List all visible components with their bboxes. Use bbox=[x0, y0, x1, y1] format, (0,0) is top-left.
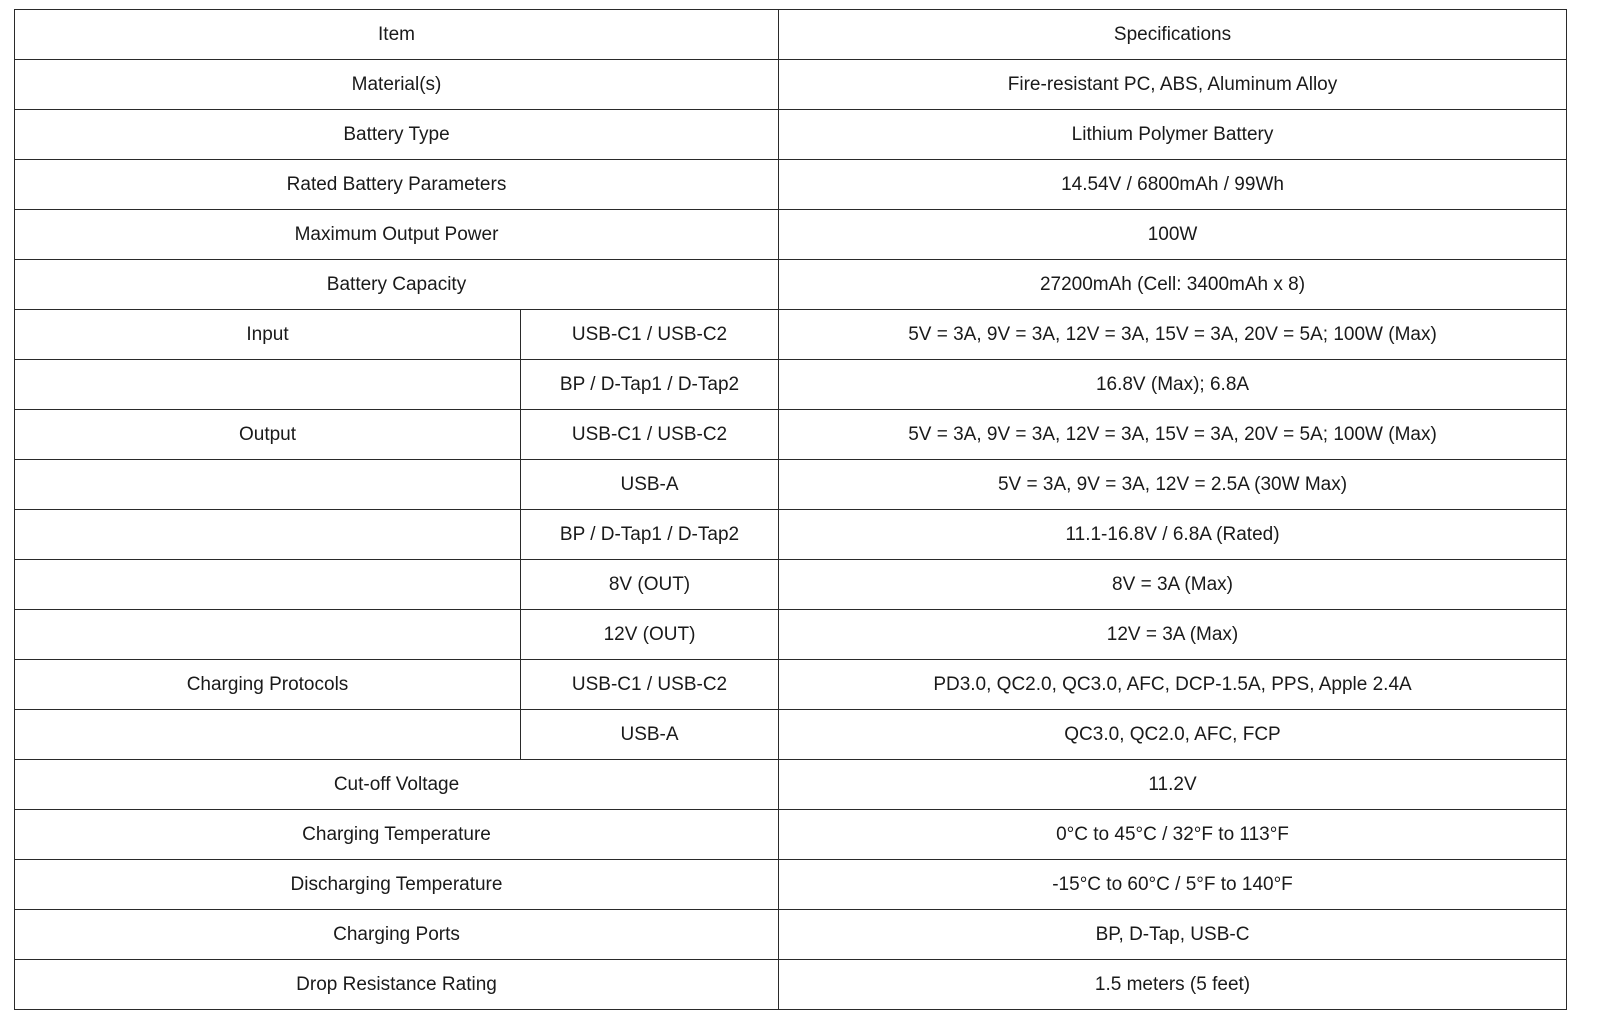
spec-cell: 11.2V bbox=[779, 760, 1567, 810]
table-row bbox=[15, 860, 1567, 910]
port-cell: USB-A bbox=[521, 710, 779, 760]
spec-cell: 14.54V / 6800mAh / 99Wh bbox=[779, 160, 1567, 210]
item-cell: Battery Type bbox=[15, 110, 779, 160]
table-row bbox=[15, 460, 1567, 510]
port-cell: USB-A bbox=[521, 460, 779, 510]
item-cell bbox=[15, 510, 521, 560]
spec-cell: Fire-resistant PC, ABS, Aluminum Alloy bbox=[779, 60, 1567, 110]
table-row bbox=[15, 910, 1567, 960]
spec-cell: 12V = 3A (Max) bbox=[779, 610, 1567, 660]
table-row bbox=[15, 510, 1567, 560]
port-cell: BP / D-Tap1 / D-Tap2 bbox=[521, 510, 779, 560]
table-row bbox=[15, 110, 1567, 160]
spec-cell: 8V = 3A (Max) bbox=[779, 560, 1567, 610]
item-cell: Maximum Output Power bbox=[15, 210, 779, 260]
item-cell bbox=[15, 460, 521, 510]
spec-cell: 0°C to 45°C / 32°F to 113°F bbox=[779, 810, 1567, 860]
table-row bbox=[15, 310, 1567, 360]
item-cell bbox=[15, 360, 521, 410]
spec-cell: 27200mAh (Cell: 3400mAh x 8) bbox=[779, 260, 1567, 310]
port-cell: 8V (OUT) bbox=[521, 560, 779, 610]
port-cell: 12V (OUT) bbox=[521, 610, 779, 660]
spec-cell: BP, D-Tap, USB-C bbox=[779, 910, 1567, 960]
spec-cell: 100W bbox=[779, 210, 1567, 260]
port-cell: USB-C1 / USB-C2 bbox=[521, 660, 779, 710]
table-row bbox=[15, 760, 1567, 810]
table-row bbox=[15, 260, 1567, 310]
spec-cell: Lithium Polymer Battery bbox=[779, 110, 1567, 160]
spec-cell: -15°C to 60°C / 5°F to 140°F bbox=[779, 860, 1567, 910]
item-cell: Output bbox=[15, 410, 521, 460]
spec-cell: PD3.0, QC2.0, QC3.0, AFC, DCP-1.5A, PPS, Apple 2.4A bbox=[779, 660, 1567, 710]
spec-cell: 5V = 3A, 9V = 3A, 12V = 3A, 15V = 3A, 20V = 5A; 100W (Max) bbox=[779, 310, 1567, 360]
table-header-row bbox=[15, 10, 1567, 60]
table-row bbox=[15, 960, 1567, 1010]
table-row bbox=[15, 560, 1567, 610]
spec-cell: 16.8V (Max); 6.8A bbox=[779, 360, 1567, 410]
item-cell: Drop Resistance Rating bbox=[15, 960, 779, 1010]
spec-cell: 5V = 3A, 9V = 3A, 12V = 3A, 15V = 3A, 20V = 5A; 100W (Max) bbox=[779, 410, 1567, 460]
item-cell: Battery Capacity bbox=[15, 260, 779, 310]
spec-cell: 1.5 meters (5 feet) bbox=[779, 960, 1567, 1010]
table-row bbox=[15, 60, 1567, 110]
item-cell: Charging Temperature bbox=[15, 810, 779, 860]
table-row bbox=[15, 710, 1567, 760]
port-cell: USB-C1 / USB-C2 bbox=[521, 310, 779, 360]
table-row bbox=[15, 610, 1567, 660]
item-cell: Charging Protocols bbox=[15, 660, 521, 710]
table-row bbox=[15, 210, 1567, 260]
item-cell: Cut-off Voltage bbox=[15, 760, 779, 810]
item-cell: Discharging Temperature bbox=[15, 860, 779, 910]
table-row bbox=[15, 160, 1567, 210]
header-specifications: Specifications bbox=[779, 10, 1567, 60]
table-row bbox=[15, 810, 1567, 860]
table-row bbox=[15, 660, 1567, 710]
port-cell: USB-C1 / USB-C2 bbox=[521, 410, 779, 460]
table-row bbox=[15, 360, 1567, 410]
port-cell: BP / D-Tap1 / D-Tap2 bbox=[521, 360, 779, 410]
item-cell: Input bbox=[15, 310, 521, 360]
spec-cell: QC3.0, QC2.0, AFC, FCP bbox=[779, 710, 1567, 760]
item-cell: Rated Battery Parameters bbox=[15, 160, 779, 210]
header-item: Item bbox=[15, 10, 779, 60]
specifications-table bbox=[14, 9, 1567, 1010]
item-cell: Charging Ports bbox=[15, 910, 779, 960]
spec-cell: 5V = 3A, 9V = 3A, 12V = 2.5A (30W Max) bbox=[779, 460, 1567, 510]
table-row bbox=[15, 410, 1567, 460]
item-cell bbox=[15, 610, 521, 660]
spec-cell: 11.1-16.8V / 6.8A (Rated) bbox=[779, 510, 1567, 560]
item-cell: Material(s) bbox=[15, 60, 779, 110]
item-cell bbox=[15, 710, 521, 760]
item-cell bbox=[15, 560, 521, 610]
